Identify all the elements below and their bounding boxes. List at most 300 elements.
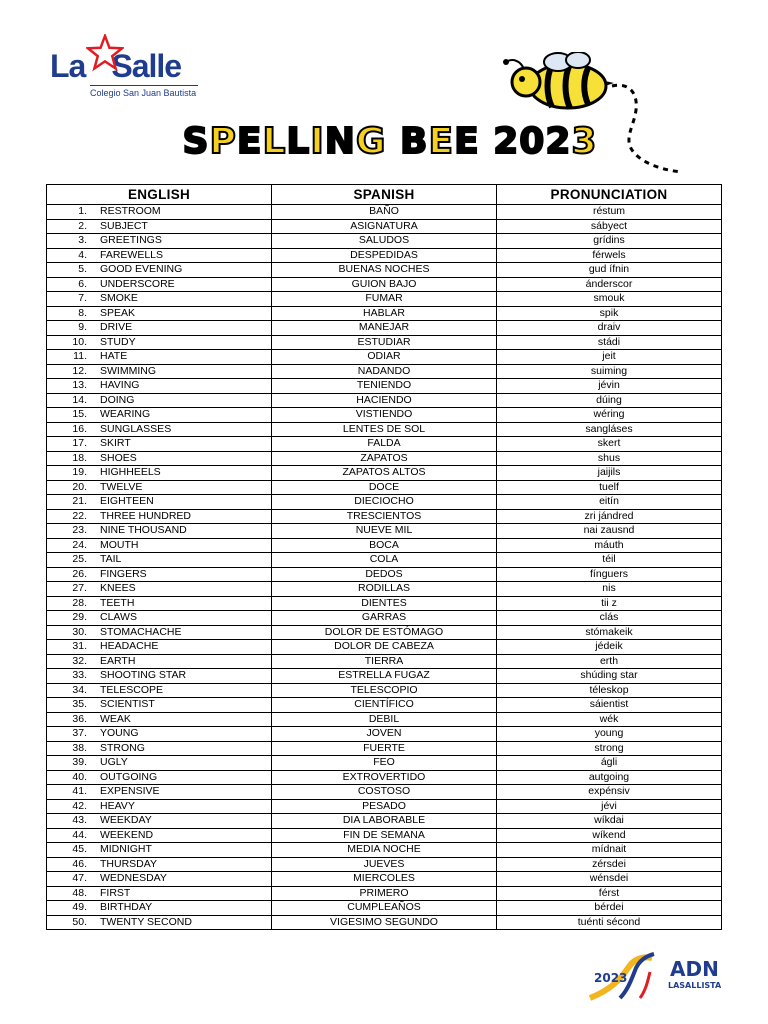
pronunciation: zri jándred: [497, 509, 722, 524]
cell-english: [47, 872, 272, 887]
cell-english: [47, 843, 272, 858]
row-number: 50.: [72, 915, 87, 928]
pronunciation: strong: [497, 741, 722, 756]
spanish-word: COSTOSO: [272, 785, 497, 800]
table-row: [47, 466, 722, 481]
pronunciation: nis: [497, 582, 722, 597]
table-row: [47, 828, 722, 843]
table-row: [47, 785, 722, 800]
pronunciation: shúding star: [497, 669, 722, 684]
pronunciation: ágli: [497, 756, 722, 771]
pronunciation: wéring: [497, 408, 722, 423]
table-row: [47, 393, 722, 408]
english-word: SPEAK: [100, 306, 136, 319]
table-row: [47, 277, 722, 292]
cell-english: [47, 437, 272, 452]
row-number: 23.: [72, 524, 87, 537]
table-row: [47, 843, 722, 858]
table-row: [47, 640, 722, 655]
spanish-word: FEO: [272, 756, 497, 771]
row-number: 16.: [72, 422, 87, 435]
spanish-word: FUMAR: [272, 292, 497, 307]
row-number: 37.: [72, 727, 87, 740]
table-row: [47, 524, 722, 539]
spanish-word: MANEJAR: [272, 321, 497, 336]
spanish-word: JUEVES: [272, 857, 497, 872]
table-row: [47, 350, 722, 365]
cell-english: [47, 480, 272, 495]
cell-english: [47, 567, 272, 582]
cell-english: [47, 306, 272, 321]
pronunciation: jédeik: [497, 640, 722, 655]
cell-english: [47, 799, 272, 814]
cell-english: [47, 248, 272, 263]
cell-english: [47, 335, 272, 350]
table-row: [47, 205, 722, 220]
pronunciation: jévi: [497, 799, 722, 814]
table-row: [47, 683, 722, 698]
spanish-word: GUION BAJO: [272, 277, 497, 292]
spanish-word: BUENAS NOCHES: [272, 263, 497, 278]
pronunciation: grídins: [497, 234, 722, 249]
spanish-word: TENIENDO: [272, 379, 497, 394]
cell-english: [47, 408, 272, 423]
row-number: 22.: [72, 509, 87, 522]
pronunciation: sáientist: [497, 698, 722, 713]
spanish-word: PRIMERO: [272, 886, 497, 901]
cell-english: [47, 785, 272, 800]
pronunciation: wénsdei: [497, 872, 722, 887]
cell-english: [47, 553, 272, 568]
pronunciation: máuth: [497, 538, 722, 553]
table-row: [47, 480, 722, 495]
table-row: [47, 538, 722, 553]
table-row: [47, 915, 722, 930]
row-number: 10.: [72, 335, 87, 348]
table-row: [47, 596, 722, 611]
english-word: HEAVY: [100, 799, 135, 812]
pronunciation: ánderscor: [497, 277, 722, 292]
row-number: 7.: [78, 292, 87, 305]
spanish-word: ESTUDIAR: [272, 335, 497, 350]
english-word: SHOES: [100, 451, 137, 464]
english-word: BIRTHDAY: [100, 901, 153, 914]
logo-subtitle: Colegio San Juan Bautista: [90, 88, 197, 98]
row-number: 43.: [72, 814, 87, 827]
english-word: THURSDAY: [100, 857, 157, 870]
cell-english: [47, 756, 272, 771]
pronunciation: spik: [497, 306, 722, 321]
row-number: 35.: [72, 698, 87, 711]
pronunciation: téil: [497, 553, 722, 568]
cell-english: [47, 263, 272, 278]
row-number: 45.: [72, 843, 87, 856]
english-word: SHOOTING STAR: [100, 669, 187, 682]
column-header-pronunciation: PRONUNCIATION: [497, 185, 722, 205]
cell-english: [47, 814, 272, 829]
spanish-word: DEDOS: [272, 567, 497, 582]
table-row: [47, 379, 722, 394]
spanish-word: DOLOR DE ESTÓMAGO: [272, 625, 497, 640]
cell-english: [47, 451, 272, 466]
spanish-word: FALDA: [272, 437, 497, 452]
la-salle-logo: [50, 34, 202, 104]
pronunciation: shus: [497, 451, 722, 466]
table-row: [47, 625, 722, 640]
pronunciation: férst: [497, 886, 722, 901]
row-number: 25.: [72, 553, 87, 566]
table-row: [47, 335, 722, 350]
pronunciation: férwels: [497, 248, 722, 263]
row-number: 47.: [72, 872, 87, 885]
cell-english: [47, 669, 272, 684]
english-word: OUTGOING: [100, 770, 158, 783]
english-word: SWIMMING: [100, 364, 156, 377]
cell-english: [47, 321, 272, 336]
spanish-word: COLA: [272, 553, 497, 568]
cell-english: [47, 741, 272, 756]
spanish-word: ODIAR: [272, 350, 497, 365]
pronunciation: dúing: [497, 393, 722, 408]
cell-english: [47, 524, 272, 539]
spanish-word: DESPEDIDAS: [272, 248, 497, 263]
english-word: EIGHTEEN: [100, 495, 154, 508]
english-word: STOMACHACHE: [100, 625, 182, 638]
english-word: CLAWS: [100, 611, 137, 624]
cell-english: [47, 582, 272, 597]
english-word: SUNGLASSES: [100, 422, 172, 435]
table-row: [47, 857, 722, 872]
cell-english: [47, 915, 272, 930]
cell-english: [47, 611, 272, 626]
cell-english: [47, 640, 272, 655]
row-number: 2.: [78, 219, 87, 232]
cell-english: [47, 509, 272, 524]
logo-name-right: Salle: [111, 48, 182, 84]
table-row: [47, 712, 722, 727]
cell-english: [47, 393, 272, 408]
row-number: 13.: [72, 379, 87, 392]
spanish-word: FIN DE SEMANA: [272, 828, 497, 843]
pronunciation: erth: [497, 654, 722, 669]
row-number: 38.: [72, 741, 87, 754]
row-number: 41.: [72, 785, 87, 798]
table-row: [47, 553, 722, 568]
pronunciation: sábyect: [497, 219, 722, 234]
english-word: TEETH: [100, 596, 135, 609]
spanish-word: ASIGNATURA: [272, 219, 497, 234]
table-row: [47, 408, 722, 423]
spanish-word: TRESCIENTOS: [272, 509, 497, 524]
pronunciation: wék: [497, 712, 722, 727]
bee-wing: [566, 52, 590, 68]
pronunciation: stómakeik: [497, 625, 722, 640]
english-word: WEDNESDAY: [100, 872, 167, 885]
pronunciation: draiv: [497, 321, 722, 336]
english-word: HATE: [100, 350, 128, 363]
table-row: [47, 263, 722, 278]
cell-english: [47, 828, 272, 843]
spanish-word: VISTIENDO: [272, 408, 497, 423]
table-row: [47, 509, 722, 524]
cell-english: [47, 277, 272, 292]
pronunciation: bérdei: [497, 901, 722, 916]
row-number: 29.: [72, 611, 87, 624]
spanish-word: EXTROVERTIDO: [272, 770, 497, 785]
column-header-english: ENGLISH: [47, 185, 272, 205]
pronunciation: clás: [497, 611, 722, 626]
spanish-word: LENTES DE SOL: [272, 422, 497, 437]
pronunciation: sangláses: [497, 422, 722, 437]
cell-english: [47, 205, 272, 220]
table-row: [47, 292, 722, 307]
table-row: [47, 321, 722, 336]
pronunciation: expénsiv: [497, 785, 722, 800]
row-number: 33.: [72, 669, 87, 682]
row-number: 1.: [78, 205, 87, 218]
row-number: 15.: [72, 408, 87, 421]
cell-english: [47, 379, 272, 394]
row-number: 20.: [72, 480, 87, 493]
spanish-word: TELESCOPIO: [272, 683, 497, 698]
english-word: TELESCOPE: [100, 683, 164, 696]
adn-year: 2023: [594, 971, 628, 985]
english-word: GOOD EVENING: [100, 263, 183, 276]
row-number: 8.: [78, 306, 87, 319]
row-number: 39.: [72, 756, 87, 769]
english-word: WEEKDAY: [100, 814, 152, 827]
table-row: [47, 611, 722, 626]
spanish-word: ESTRELLA FUGAZ: [272, 669, 497, 684]
row-number: 32.: [72, 654, 87, 667]
cell-english: [47, 596, 272, 611]
flight-path: [612, 85, 682, 172]
cell-english: [47, 466, 272, 481]
pronunciation: tuelf: [497, 480, 722, 495]
english-word: KNEES: [100, 582, 136, 595]
logo-name-left: La: [50, 48, 86, 84]
pronunciation: nai zausnd: [497, 524, 722, 539]
cell-english: [47, 901, 272, 916]
title-text: SPELLING BEE 2023: [182, 121, 598, 162]
pronunciation: autgoing: [497, 770, 722, 785]
english-word: DRIVE: [100, 321, 133, 334]
row-number: 21.: [72, 495, 87, 508]
table-row: [47, 901, 722, 916]
english-word: DOING: [100, 393, 135, 406]
cell-english: [47, 770, 272, 785]
table-row: [47, 814, 722, 829]
spanish-word: SALUDOS: [272, 234, 497, 249]
pronunciation: réstum: [497, 205, 722, 220]
english-word: HEADACHE: [100, 640, 159, 653]
cell-english: [47, 495, 272, 510]
row-number: 12.: [72, 364, 87, 377]
row-number: 24.: [72, 538, 87, 551]
row-number: 26.: [72, 567, 87, 580]
spanish-word: HABLAR: [272, 306, 497, 321]
table-row: [47, 451, 722, 466]
english-word: FINGERS: [100, 567, 147, 580]
pronunciation: gud ífnin: [497, 263, 722, 278]
spanish-word: PESADO: [272, 799, 497, 814]
english-word: MOUTH: [100, 538, 139, 551]
row-number: 36.: [72, 712, 87, 725]
spelling-word-table: [46, 184, 722, 930]
table-row: [47, 248, 722, 263]
english-word: EXPENSIVE: [100, 785, 160, 798]
spanish-word: BAÑO: [272, 205, 497, 220]
spanish-word: HACIENDO: [272, 393, 497, 408]
english-word: SMOKE: [100, 292, 138, 305]
english-word: UNDERSCORE: [100, 277, 175, 290]
cell-english: [47, 857, 272, 872]
cell-english: [47, 683, 272, 698]
table-row: [47, 741, 722, 756]
row-number: 6.: [78, 277, 87, 290]
adn-brand: ADN: [670, 957, 719, 981]
pronunciation: wíkend: [497, 828, 722, 843]
cell-english: [47, 538, 272, 553]
adn-subtitle: LASALLISTA: [668, 981, 722, 990]
english-word: TAIL: [100, 553, 122, 566]
spanish-word: DOCE: [272, 480, 497, 495]
spanish-word: TIERRA: [272, 654, 497, 669]
spanish-word: DOLOR DE CABEZA: [272, 640, 497, 655]
english-word: TWENTY SECOND: [100, 915, 192, 928]
row-number: 17.: [72, 437, 87, 450]
spanish-word: MEDIA NOCHE: [272, 843, 497, 858]
table-row: [47, 422, 722, 437]
table-row: [47, 654, 722, 669]
table-row: [47, 306, 722, 321]
table-row: [47, 364, 722, 379]
spanish-word: NADANDO: [272, 364, 497, 379]
spanish-word: GARRAS: [272, 611, 497, 626]
row-number: 40.: [72, 770, 87, 783]
spanish-word: BOCA: [272, 538, 497, 553]
row-number: 11.: [73, 350, 87, 363]
pronunciation: jaijils: [497, 466, 722, 481]
spanish-word: FUERTE: [272, 741, 497, 756]
cell-english: [47, 219, 272, 234]
spanish-word: JOVEN: [272, 727, 497, 742]
row-number: 49.: [72, 901, 87, 914]
cell-english: [47, 364, 272, 379]
cell-english: [47, 712, 272, 727]
spanish-word: ZAPATOS ALTOS: [272, 466, 497, 481]
pronunciation: wíkdai: [497, 814, 722, 829]
english-word: STUDY: [100, 335, 136, 348]
pronunciation: fínguers: [497, 567, 722, 582]
pronunciation: jévin: [497, 379, 722, 394]
table-row: [47, 698, 722, 713]
english-word: WEARING: [100, 408, 151, 421]
english-word: WEAK: [100, 712, 131, 725]
spanish-word: DEBIL: [272, 712, 497, 727]
pronunciation: smouk: [497, 292, 722, 307]
spanish-word: VIGESIMO SEGUNDO: [272, 915, 497, 930]
pronunciation: tuénti sécond: [497, 915, 722, 930]
star-icon: [86, 34, 124, 72]
spanish-word: DIENTES: [272, 596, 497, 611]
english-word: WEEKEND: [100, 828, 154, 841]
english-word: HAVING: [100, 379, 140, 392]
pronunciation: skert: [497, 437, 722, 452]
pronunciation: mídnait: [497, 843, 722, 858]
english-word: SCIENTIST: [100, 698, 155, 711]
pronunciation: suiming: [497, 364, 722, 379]
row-number: 9.: [78, 321, 87, 334]
pronunciation: stádi: [497, 335, 722, 350]
table-row: [47, 727, 722, 742]
cell-english: [47, 234, 272, 249]
row-number: 14.: [72, 393, 87, 406]
row-number: 34.: [72, 683, 87, 696]
spanish-word: RODILLAS: [272, 582, 497, 597]
row-number: 42.: [72, 799, 87, 812]
english-word: GREETINGS: [100, 234, 162, 247]
table-row: [47, 495, 722, 510]
spanish-word: DIA LABORABLE: [272, 814, 497, 829]
row-number: 5.: [78, 263, 87, 276]
table-row: [47, 669, 722, 684]
english-word: UGLY: [100, 756, 128, 769]
table-row: [47, 872, 722, 887]
english-word: YOUNG: [100, 727, 139, 740]
english-word: SUBJECT: [100, 219, 148, 232]
table-row: [47, 219, 722, 234]
pronunciation: tii z: [497, 596, 722, 611]
row-number: 30.: [72, 625, 87, 638]
cell-english: [47, 654, 272, 669]
row-number: 28.: [72, 596, 87, 609]
table-header-row: [47, 185, 722, 205]
pronunciation: eitín: [497, 495, 722, 510]
cell-english: [47, 422, 272, 437]
table-row: [47, 582, 722, 597]
english-word: HIGHHEELS: [100, 466, 161, 479]
row-number: 4.: [78, 248, 87, 261]
table-row: [47, 567, 722, 582]
spanish-word: MIERCOLES: [272, 872, 497, 887]
pronunciation: jeit: [497, 350, 722, 365]
table-row: [47, 770, 722, 785]
cell-english: [47, 350, 272, 365]
row-number: 44.: [72, 828, 87, 841]
table-row: [47, 234, 722, 249]
logo-divider: [90, 85, 198, 86]
english-word: SKIRT: [100, 437, 131, 450]
column-header-spanish: SPANISH: [272, 185, 497, 205]
row-number: 27.: [72, 582, 87, 595]
english-word: FIRST: [100, 886, 131, 899]
row-number: 31.: [72, 640, 87, 653]
cell-english: [47, 698, 272, 713]
spanish-word: CIENTÍFICO: [272, 698, 497, 713]
adn-lasallista-logo: [580, 950, 730, 1002]
bee-illustration: [500, 52, 690, 182]
table-row: [47, 886, 722, 901]
cell-english: [47, 727, 272, 742]
english-word: THREE HUNDRED: [100, 509, 192, 522]
row-number: 18.: [72, 451, 87, 464]
cell-english: [47, 292, 272, 307]
english-word: NINE THOUSAND: [100, 524, 187, 537]
bee-head: [512, 68, 540, 96]
row-number: 48.: [72, 886, 87, 899]
english-word: FAREWELLS: [100, 248, 164, 261]
